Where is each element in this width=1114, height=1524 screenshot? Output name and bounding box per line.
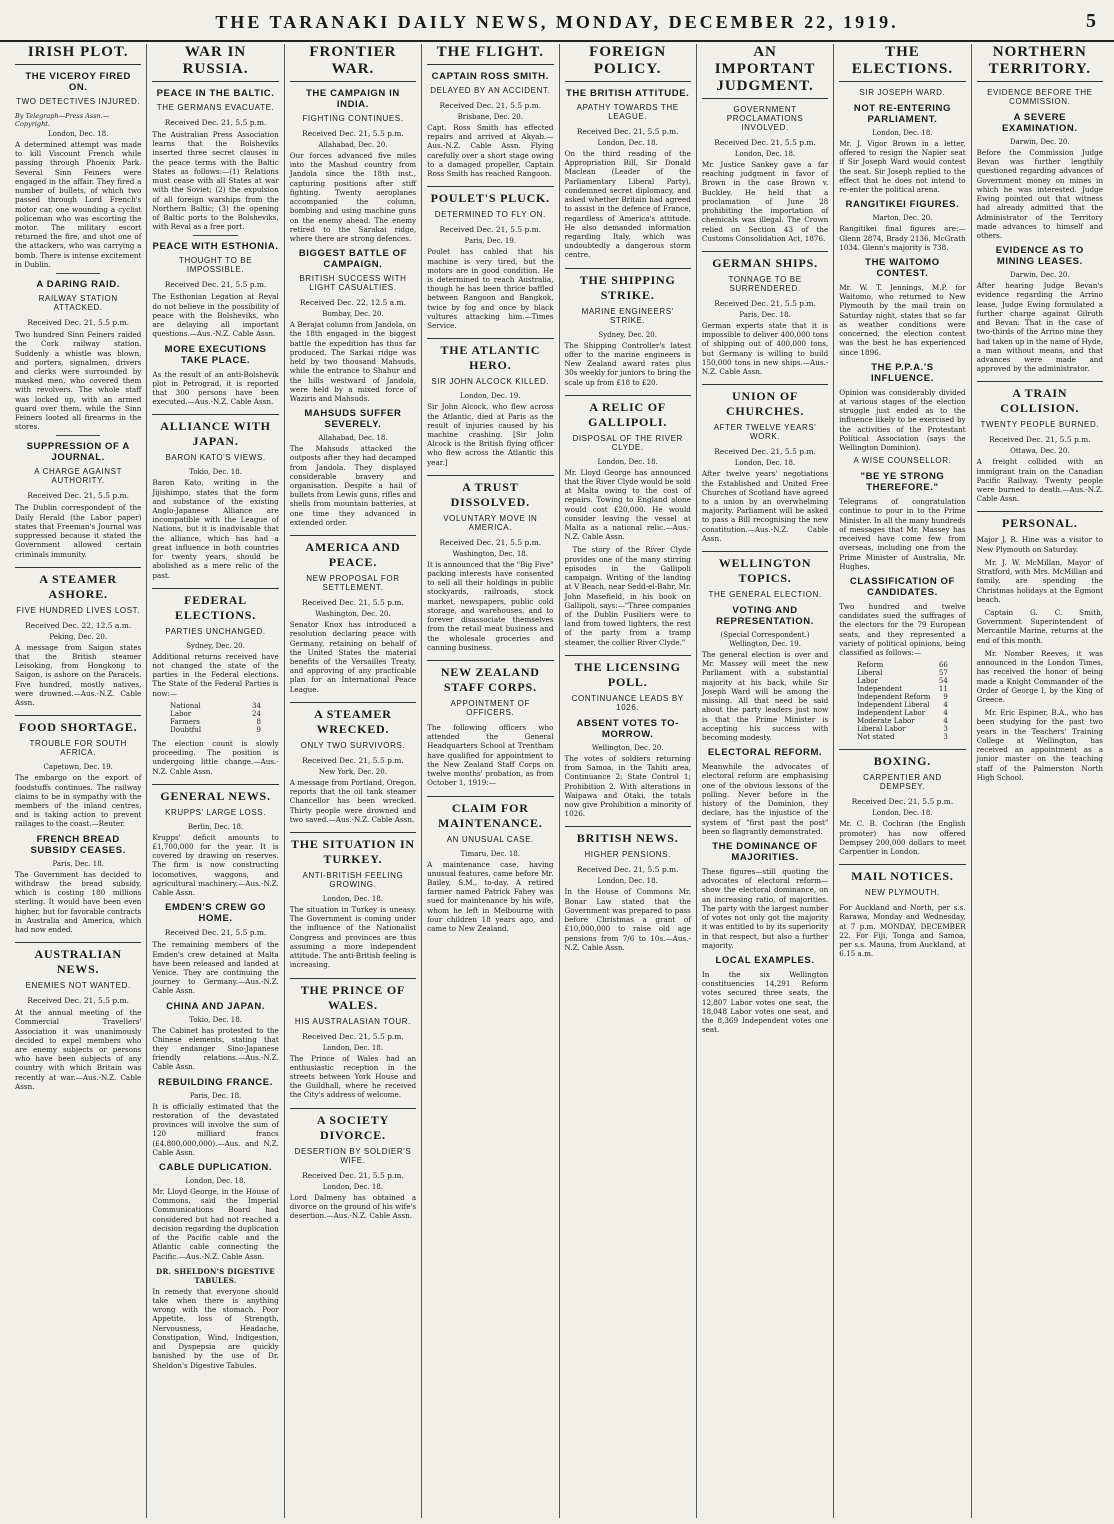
dateline: London, Dec. 18.: [872, 129, 933, 137]
dateline: Tokio, Dec. 18.: [189, 468, 242, 477]
article-body: Major J. R. Hine was a visitor to New Plymouth on Saturday.: [976, 535, 1103, 554]
article-body: Two hundred Sinn Feiners raided the Cork railway station. Suddenly a whistle was blown, and porters, signalmen, drivers and clerks were surrounded by masked men, who covered them with revolvers. The whole staff was locked up, with an armed guard over them, while the Sinn Feiners looted all firearms in the stores.: [15, 330, 142, 432]
party-name: Not stated: [857, 733, 895, 742]
subheadline: BIGGEST BATTLE OF CAMPAIGN.: [298, 248, 408, 271]
article-body: Senator Knox has introduced a resolution declaring peace with Germany, retaining on behalf of the United States the material benefits of the Versailles Treaty, and approving of any practicable plan for an International Peace League.: [289, 620, 417, 694]
subheadline: NOT RE-ENTERING PARLIAMENT.: [853, 103, 951, 125]
subheadline-small: BARON KATO'S VIEWS.: [165, 453, 266, 463]
article-body: The general election is over and Mr. Massey will meet the new Parliament with a substantial majority at his back, while Sir Joseph Ward will be among the missing. All that need be said about the party leaders just now is that the Prime Minister is accepting his success with becoming modesty.: [701, 650, 829, 742]
party-name: Independent: [857, 685, 903, 694]
article-body: Telegrams of congratulation continue to pour in to the Prime Minister. In all the many hundreds of messages that Mr. Massey has received have come few from overseas, including one from the Prime Minister of Australia, Mr. Hughes.: [839, 497, 966, 571]
dateline: London, Dec. 18.: [48, 130, 109, 138]
dateline: Allahabad, Dec. 18.: [318, 434, 388, 443]
table-row: [168, 726, 263, 734]
dateline: London, Dec. 18.: [734, 459, 796, 468]
federal-parties-table: [168, 702, 263, 734]
subheadline: THE CAMPAIGN IN INDIA.: [306, 88, 400, 110]
table-row: [855, 709, 950, 717]
subheadline: THE BRITISH ATTITUDE.: [565, 88, 690, 99]
dateline: London, Dec. 18.: [872, 809, 933, 818]
received-line: Received Dec. 21, 5.5 p.m.: [302, 598, 404, 608]
headline: FOREIGN POLICY.: [565, 44, 691, 82]
dateline: Sydney, Dec. 20.: [186, 641, 245, 650]
article-body: The Prince of Wales had an enthusiastic reception in the streets between York House and the Guildhall, where he received the City's address of welcome.: [289, 1053, 417, 1100]
subheadline-small: THOUGHT TO BE IMPOSSIBLE.: [178, 256, 253, 275]
subheadline-small: CONTINUANCE LEADS BY 1026.: [571, 693, 684, 712]
party-count: 4: [943, 709, 948, 718]
dateline: Ottawa, Dec. 20.: [1010, 447, 1070, 456]
article-body: Mr. Justice Sankey gave a far reaching judgment in favor of Brown in the case Brown v. Buckley. He held that a proclamation of June 28 prohibiting the importation of chemicals was illegal. The Crown relied on Section 43 of the Customs Consolidation Act, 1876.: [701, 160, 829, 243]
received-line: Received Dec. 21, 5.5 p.m.: [164, 280, 267, 290]
subheadline: CLASSIFICATION OF CANDIDATES.: [849, 576, 955, 598]
subheadline: CHINA AND JAPAN.: [166, 1000, 266, 1012]
table-row: [855, 661, 950, 669]
party-name: Liberal Labor: [857, 725, 906, 734]
column-irish-plot: [10, 44, 147, 1518]
subheadline-small: CARPENTIER AND DEMPSEY.: [863, 773, 942, 792]
section-headline: A STEAMER WRECKED.: [290, 702, 416, 737]
headline: THE ELECTIONS.: [839, 44, 965, 82]
subheadline: MAHSUDS SUFFER SEVERELY.: [304, 408, 402, 431]
article-body: The Australian Press Association learns that the Bolsheviks inserted three secret clauses in the peace terms with the Baltic States as follows:—(1) Relations must cease with all States at war with the Soviet; (2) the expulsion of all foreign warships from the Northern Baltic; (3) the opening of Baltic ports to the Bolsheviks, with Reval as a free port.: [152, 130, 279, 232]
received-line: Received Dec. 21, 5.5 p.m.: [302, 1031, 404, 1041]
article-body: For Auckland and North, per s.s. Rarawa, Monday and Wednesday, at 7 p.m. MONDAY, DECEMBER 22. For Fiji, Tonga and Samoa, per s.s. Mauna, from Auckland, at 6.15 a.m.: [839, 903, 966, 959]
dateline: Wellington, Dec. 19.: [729, 640, 801, 649]
received-line: Received Dec. 21, 5.5 p.m.: [302, 129, 404, 138]
received-line: Received Dec. 21, 5.5 p.m.: [164, 928, 267, 938]
dateline: London, Dec. 18.: [322, 1182, 384, 1191]
subheadline: ELECTORAL REFORM.: [707, 747, 823, 759]
column-the-elections: [834, 44, 971, 1518]
subheadline-small: DETERMINED TO FLY ON.: [434, 210, 546, 220]
headline: THE FLIGHT.: [427, 44, 553, 65]
subheadline: CAPTAIN ROSS SMITH.: [431, 71, 549, 82]
table-row: [855, 693, 950, 701]
subheadline: ABSENT VOTES TO-MORROW.: [576, 717, 679, 740]
section-headline: WELLINGTON TOPICS.: [702, 551, 828, 586]
dateline: London, Dec. 18.: [597, 457, 658, 466]
dateline: Marton, Dec. 20.: [872, 214, 933, 223]
subheadline-small: PARTIES UNCHANGED.: [165, 626, 266, 636]
subheadline: PEACE IN THE BALTIC.: [156, 88, 275, 99]
columns: [10, 44, 1108, 1518]
subheadline-small: NEW PLYMOUTH.: [865, 888, 940, 898]
article-body: The remaining members of the Emden's crew detained at Malta have been released and landed at Venice. They are continuing the journey to Germany.—Aus.-N.Z. Cable Assn.: [152, 940, 279, 996]
credit-line: By Telegraph—Press Assn.—Copyright.: [15, 112, 110, 128]
table-row: [168, 702, 263, 710]
article-body: Before the Commission Judge Bevan was further lengthily questioned regarding advances of Government money on mines in which he was interested. Judge Ewing pointed out that witness had already admitted that the Administrator of the Territory made advances to himself and others.: [976, 148, 1103, 240]
article-body: Poulet has cabled that his machine is very tired, but the motors are in good condition. He is determined to reach Australia, though he has been thrice baffled between Rangoon and Bangkok, twice by fog and once by black vultures attacking him.—Times Service.: [427, 247, 554, 331]
dateline: Darwin, Dec. 20.: [1010, 271, 1070, 280]
dateline: London, Dec. 18.: [597, 139, 658, 147]
subheadline: EVIDENCE AS TO MINING LEASES.: [995, 245, 1084, 268]
party-count: 4: [943, 717, 948, 726]
party-name: Reform: [857, 661, 884, 670]
subheadline-small: SIR JOSEPH WARD.: [859, 88, 946, 97]
party-count: 3: [943, 733, 948, 742]
subheadline: CABLE DUPLICATION.: [159, 1162, 273, 1173]
received-line: Received Dec. 21, 5.5 p.m.: [27, 318, 130, 328]
dateline: Washington, Dec. 20.: [315, 610, 391, 619]
subheadline-small: ANTI-BRITISH FEELING GROWING.: [302, 870, 404, 889]
subheadline: LOCAL EXAMPLES.: [715, 954, 815, 966]
subheadline-small: ONLY TWO SURVIVORS.: [300, 740, 406, 750]
dateline: London, Dec. 18.: [322, 1043, 384, 1052]
subheadline-small: FIVE HUNDRED LIVES LOST.: [16, 605, 141, 615]
section-headline: THE SITUATION IN TURKEY.: [290, 832, 416, 867]
correspondent-note: (Special Correspondent.): [720, 631, 810, 640]
article-body: Our forces advanced five miles into the Mashud country from Jandola since the 18th inst., capturing positions after stiff fighting. Twenty aeroplanes accompanied the column, bombing and using machine guns on the enemy ahead. The enemy retired to the Sarakai ridge, where there are strong defences.: [289, 151, 417, 243]
column-northern-territory: [972, 44, 1108, 1518]
received-line: Received Dec. 21, 5.5 p.m.: [302, 1170, 404, 1180]
subheadline: THE VICEROY FIRED ON.: [25, 71, 131, 93]
subheadline-small: THE GERMANS EVACUATE.: [156, 103, 275, 112]
subheadline-small: DESERTION BY SOLDIER'S WIFE.: [294, 1146, 412, 1165]
section-headline: ALLIANCE WITH JAPAN.: [152, 414, 278, 449]
section-headline: GENERAL NEWS.: [152, 784, 278, 804]
article-body: In the House of Commons Mr. Bonar Law stated that the Government was prepared to pass before Christmas a grant of £10,000,000 to raise old age pensions from 7/6 to 10s.—Aus.-N.Z. Cable Assn.: [564, 887, 691, 952]
received-line: Received Dec. 21, 5.5 p.m.: [164, 118, 267, 127]
section-headline: FOOD SHORTAGE.: [15, 715, 141, 735]
article-body: A message from Saigon states that the British steamer Leisoking, from Hongkong to Saigon, is ashore on the Paracels. Five hundred, mostly natives, were drowned.—Aus.-N.Z. Cable Assn.: [15, 642, 142, 708]
article-body: The Esthonian Legation at Reval do not believe in the possibility of peace with the Bolsheviks, who are delaying all important questions.—Aus.-N.Z. Cable Assn.: [152, 292, 279, 339]
dateline: Timaru, Dec. 18.: [460, 849, 520, 858]
article-body: After twelve years' negotiations the Established and United Free Churches of Scotland have agreed to a union by an overwhelming majority. Parliament will be asked to pass a Bill recognising the new constitution.—Aus.-N.Z. Cable Assn.: [701, 469, 829, 543]
party-name: Labor: [857, 677, 878, 686]
section-headline: POULET'S PLUCK.: [427, 186, 553, 206]
dateline: London, Dec. 19.: [460, 392, 521, 401]
article-body: These figures—still quoting the advocates of electoral reform—show the electoral dominance, on an increasing ratio, of majorities. The party with the largest number of votes not only got the majority it was entitled to by its superiority in that respect, but also a further majority.: [701, 866, 829, 950]
article-body: Meanwhile the advocates of electoral reform are emphasising one of the obvious lessons of the polling. Never before in the history of the Dominion, they declare, has the injustice of the system of "first past the post" been so flagrantly demonstrated.: [701, 762, 829, 836]
article-body: In the six Wellington constituencies 14,291 Reform votes secured three seats, the 12,807 Labor votes one seat, the 18,048 Labor votes one seat, and the 8,369 Independent votes one seat.: [701, 969, 829, 1035]
subheadline: THE DOMINANCE OF MAJORITIES.: [712, 840, 818, 863]
advertisement-headline: DR. SHELDON'S DIGESTIVE TABULES.: [156, 1266, 275, 1285]
received-line: Received Dec. 21, 5.5 p.m.: [302, 755, 404, 765]
subheadline-small: APATHY TOWARDS THE LEAGUE.: [576, 103, 679, 121]
article-body: Mr. J. W. McMillan, Mayor of Stratford, with Mrs. McMillan and family, are spending the Christmas holidays at the Egmont beach.: [976, 557, 1103, 604]
table-row: [855, 725, 950, 733]
masthead-title: THE TARANAKI DAILY NEWS, MONDAY, DECEMBER 22, 1919.: [215, 12, 899, 32]
received-line: Received Dec. 21, 5.5 p.m.: [439, 537, 542, 547]
party-count: 3: [943, 725, 948, 734]
dateline: London, Dec. 18.: [597, 877, 658, 886]
dateline: Wellington, Dec. 20.: [591, 743, 664, 752]
subheadline-small: A CHARGE AGAINST AUTHORITY.: [34, 467, 123, 486]
received-line: Received Dec. 21, 5.5 p.m.: [439, 101, 542, 110]
article-body: A freight collided with an immigrant train on the Canadian Pacific Railway. Twenty people were burned to death.—Aus.-N.Z. Cable Assn.: [976, 457, 1103, 504]
table-row: [168, 710, 263, 718]
dateline: Paris, Dec. 19.: [464, 237, 517, 246]
dateline: Paris, Dec. 18.: [189, 1091, 242, 1100]
advertisement-body: In remedy that everyone should take when there is anything wrong with the stomach. Poor Appetite, loss of Strength, Nervousness, Headache, Constipation, Wind, Indigestion, and Dyspepsia are quickly banished by the use of Dr. Sheldon's Digestive Tabules.: [152, 1286, 279, 1370]
party-name: National: [170, 701, 201, 710]
party-seats: 8: [256, 717, 261, 726]
article-body: The story of the River Clyde provides one of the many stirring episodes in the Gallipoli campaign. Writing of the landing at V Beach, near Sedd-el-Bahr, Mr. John Masefield, in his book on Gallipoli, says:—"Three companies of the Dublin Fusiliers were to land from towed lighters, the rest of the party from a tramp steamer, the collier River Clyde.": [564, 545, 691, 647]
party-name: Moderate Labor: [857, 717, 915, 726]
received-line: Received Dec. 21, 5.5 p.m.: [576, 127, 679, 136]
section-headline: A RELIC OF GALLIPOLI.: [565, 395, 691, 430]
column-frontier-war: [285, 44, 422, 1518]
headline: IRISH PLOT.: [15, 44, 141, 65]
divider: [56, 435, 100, 436]
subheadline-small: APPOINTMENT OF OFFICERS.: [450, 699, 530, 717]
section-headline: BOXING.: [839, 749, 965, 769]
section-headline: THE SHIPPING STRIKE.: [565, 268, 691, 303]
article-body: The Cabinet has protested to the Chinese elements, stating that they endanger Sino-Japanese friendly relations.—Aus.-N.Z. Cable Assn.: [152, 1025, 279, 1072]
party-seats: 24: [252, 709, 261, 718]
subheadline: MORE EXECUTIONS TAKE PLACE.: [164, 343, 267, 366]
article-body: German experts state that it is impossible to deliver 400,000 tons of shipping out of 400,000 tons, but Germany is willing to build 150,000 tons in new ships.—Aus.-N.Z. Cable Assn.: [701, 320, 829, 377]
dateline: Bombay, Dec. 20.: [322, 310, 384, 319]
subheadline: A DARING RAID.: [36, 279, 120, 291]
received-line: Received Dec. 22, 12.5 a.m.: [299, 298, 407, 308]
article-body: The following officers who attended the General Headquarters School at Trentham have qualified for appointment to the New Zealand Staff Corps on twelve months' probation, as from October 1, 1919:—: [427, 723, 554, 788]
dateline: London, Dec. 18.: [734, 150, 796, 158]
received-line: Received Dec. 21, 5.5 p.m.: [27, 996, 130, 1006]
received-line: Received Dec. 22, 12.5 a.m.: [25, 620, 132, 630]
section-headline: CLAIM FOR MAINTENANCE.: [427, 796, 553, 831]
party-count: 57: [938, 669, 948, 678]
subheadline-small: KRUPPS' LARGE LOSS.: [165, 807, 267, 817]
section-headline: AUSTRALIAN NEWS.: [15, 942, 141, 977]
section-headline: PERSONAL.: [977, 511, 1103, 531]
subheadline: "BE YE STRONG THEREFORE.": [860, 471, 945, 494]
article-body: Mr. Eric Espiner, B.A., who has been studying for the past two years in the Teachers' Training College at Wellington, has received an appointment as a junior master on the teaching staff of the Palmerston North High School.: [976, 708, 1103, 782]
article-body: The Government has decided to withdraw the bread subsidy, which is costing 180 millions sterling. It would have been even higher, but for favorable contracts in Australia and America, which had now ended.: [15, 869, 142, 934]
section-headline: UNION OF CHURCHES.: [702, 384, 828, 419]
party-seats: 9: [256, 725, 261, 734]
received-line: Received Dec. 21, 5.5 p.m.: [988, 435, 1091, 445]
section-headline: A STEAMER ASHORE.: [15, 567, 141, 602]
received-line: Received Dec. 21, 5.5 p.m.: [439, 225, 542, 235]
section-headline: THE ATLANTIC HERO.: [427, 338, 553, 373]
subheadline: FRENCH BREAD SUBSIDY CEASES.: [30, 833, 126, 856]
subheadline-small: TROUBLE FOR SOUTH AFRICA.: [29, 739, 127, 758]
article-body: The Dublin correspondent of the Daily Herald (the Labor paper) states that Freeman's Journal was suppressed because it stated the Government allowed certain criminals immunity.: [15, 503, 142, 559]
subheadline-small: TONNAGE TO BE SURRENDERED.: [728, 274, 802, 293]
article-body: Two hundred and twelve candidates sued the suffrages of the electors for the 79 European seats, and they represented a variety of political opinions, being classified as follows:—: [839, 602, 966, 658]
article-body: It is announced that the "Big Five" packing interests have consented to sell all their holdings in public stockyards, railroads, stock market, newspapers, public cold storage, and warehouses, and to forever disassociate themselves from the retail meat business and the wholesale groceries and canning business.: [427, 559, 554, 652]
article-body: A determined attempt was made to kill Viscount French while passing through Phoenix Park. Several Sinn Feiners were engaged in the affair. They fired a number of bullets, of which two passed through Lord French's motor car, one wounding a cyclist policeman who was escorting the motor. The military escort returned the fire, and shot one of the attackers, who was carrying a bomb. There is intense excitement in Dublin.: [15, 140, 142, 269]
table-row: [855, 677, 950, 685]
subheadline: SUPPRESSION OF A JOURNAL.: [26, 441, 130, 464]
party-count: 4: [943, 701, 948, 710]
section-headline: A TRUST DISSOLVED.: [427, 475, 553, 510]
headline: AN IMPORTANT JUDGMENT.: [702, 44, 828, 99]
divider: [193, 235, 237, 236]
dateline: Peking, Dec. 20.: [49, 632, 108, 641]
headline: FRONTIER WAR.: [290, 44, 416, 82]
article-body: The Mahsuds attacked the outposts after they had decamped from Jandola. They displayed considerable bravery and organisation. Despite a hail of bullets from Lewis guns, rifles and shells from mountain batteries, at one time they advanced in extended order.: [289, 444, 417, 527]
article-body: After hearing Judge Bevan's evidence regarding the Arrino lease, Judge Ewing formulated a further charge against Gilruth and Bevan: That in the case of two-thirds of the Arrino mine they had taken up in the name of Hyde, a man without means, and that advances were made and approved by the administrator.: [976, 281, 1103, 374]
subheadline: PEACE WITH ESTHONIA.: [152, 241, 279, 253]
article-body: The votes of soldiers returning from Samoa, in the Tahiti area, Continuance 2; State Control 1; Prohibition 2. With alterations in Waipawa and Otaki, the totals now give Prohibition a minority of 1026.: [564, 753, 691, 819]
section-headline: FEDERAL ELECTIONS.: [152, 588, 278, 623]
received-line: Received Dec. 21, 5.5 p.m.: [27, 491, 130, 501]
section-headline: THE PRINCE OF WALES.: [290, 978, 416, 1013]
article-body: Mr. Lloyd George has announced that the River Clyde would be sold at Malta owing to the cost of repairs. Towing to England alone would cost £20,000. He would consider leaving the vessel at Malta as a national relic.—Aus.-N.Z. Cable Assn.: [564, 467, 691, 542]
subheadline-small: GOVERNMENT PROCLAMATIONS INVOLVED.: [726, 105, 804, 132]
subheadline-small: AFTER TWELVE YEARS' WORK.: [713, 423, 817, 442]
subheadline: REBUILDING FRANCE.: [158, 1076, 273, 1088]
article-body: A Berajat column from Jandola, on the 18th engaged in the biggest battle the expedition has thus far produced. The Sarkai ridge was held by two thousand Mahsuds, while the entrance to Shahur and the hills westward of Jandola, were held by a mixed force of Waziris and Mahsuds.: [289, 320, 417, 403]
subheadline-small: A WISE COUNSELLOR.: [853, 456, 952, 466]
divider: [56, 273, 100, 274]
table-row: [855, 701, 950, 709]
party-count: 66: [938, 661, 948, 670]
subheadline: A SEVERE EXAMINATION.: [1001, 112, 1078, 134]
column-important-judgment: [697, 44, 834, 1518]
dateline: New York, Dec. 20.: [318, 767, 387, 776]
article-body: Mr. W. T. Jennings, M.P. for Waitomo, who returned to New Plymouth by the mail train on Saturday night, states that so far as weather conditions were concerned, the election contest was the best he has experienced since 1896.: [839, 282, 966, 357]
subheadline-small: FIGHTING CONTINUES.: [302, 114, 404, 123]
column-the-flight: [422, 44, 559, 1518]
table-row: [855, 717, 950, 725]
table-row: [168, 718, 263, 726]
section-headline: THE LICENSING POLL.: [565, 655, 691, 690]
party-name: Doubtful: [170, 725, 202, 734]
party-name: Labor: [170, 709, 192, 718]
article-body: The Shipping Controller's latest offer to the marine engineers is New Zealand award rates plus 30s weekly for juniors to bring the scale up from £18 to £20.: [564, 340, 691, 387]
subheadline: THE P.P.A.'S INFLUENCE.: [870, 361, 934, 384]
subheadline-small: EVIDENCE BEFORE THE COMMISSION.: [987, 88, 1093, 106]
subheadline: THE WAITOMO CONTEST.: [865, 256, 940, 279]
party-name: Independent Reform: [857, 693, 931, 702]
party-name: Farmers: [170, 717, 200, 726]
page-number: 5: [1086, 10, 1096, 32]
dateline: Berlin, Dec. 18.: [187, 822, 244, 831]
article-body: Mr. J. Vigor Brown in a letter, offered to resign the Napier seat if Sir Joseph Ward would contest the seat. Sir Joseph replied to the effect that he does not intend to re-enter the political arena.: [839, 139, 966, 195]
table-row: [855, 669, 950, 677]
masthead: [0, 0, 1114, 42]
party-seats: 34: [252, 701, 261, 710]
dateline: London, Dec. 18.: [322, 894, 384, 903]
article-body: At the annual meeting of the Commercial Travellers' Association it was unanimously decided to expel members who are enemy subjects or persons who have been subjects of any country with which Britain was recently at war.—Aus.-N.Z. Cable Assn.: [15, 1008, 142, 1091]
dateline: Brisbane, Dec. 20.: [457, 113, 523, 121]
section-headline: BRITISH NEWS.: [565, 826, 691, 846]
subheadline: VOTING AND REPRESENTATION.: [716, 605, 814, 628]
article-body: On the third reading of the Appropriation Bill, Sir Donald Maclean (Leader of the Parliamentary Liberal Party), condemned secret diplomacy, and asked whether Britain had agreed to assist in the defence of France, regardless of America's attitude. He also demanded information regarding Italy, which was undoubtedly a dangerous storm centre.: [564, 149, 691, 260]
dateline: Allahabad, Dec. 20.: [318, 141, 388, 149]
party-count: 11: [938, 685, 948, 694]
dateline: Darwin, Dec. 20.: [1010, 138, 1070, 146]
subheadline-small: SIR JOHN ALCOCK KILLED.: [431, 377, 550, 387]
subheadline-small: TWO DETECTIVES INJURED.: [16, 97, 141, 106]
subheadline-small: BRITISH SUCCESS WITH LIGHT CASUALTIES.: [299, 274, 407, 293]
section-headline: A SOCIETY DIVORCE.: [290, 1108, 416, 1143]
dateline: Washington, Dec. 18.: [452, 549, 528, 558]
article-body: Mr. Lloyd George, in the House of Commons, said the Imperial Communications Board had considered but had not reached a decision regarding the duplication of the Pacific cable and the Atlantic cable connecting the Pacific.—Aus.-N.Z. Cable Assn.: [152, 1187, 279, 1261]
article-body: Sir John Alcock, who flew across the Atlantic, died at Paris as the result of injuries caused by his machine crashing. [Sir John Alcock is the British flying officer who flew across the Atlantic this year.]: [427, 402, 554, 467]
subheadline-small: HIGHER PENSIONS.: [584, 850, 671, 860]
subheadline-small: RAILWAY STATION ATTACKED.: [38, 294, 118, 313]
subheadline-small: VOLUNTARY MOVE IN AMERICA.: [443, 513, 538, 532]
dateline: Paris, Dec. 18.: [52, 859, 104, 868]
article-body: The election count is slowly proceeding. The position is undergoing little change.—Aus.-N.Z. Cable Assn.: [152, 738, 279, 776]
party-name: Independent Liberal: [857, 701, 930, 710]
article-body: As the result of an anti-Bolshevik plot in Petrograd, it is reported that 300 persons have been executed.—Aus.-N.Z. Cable Assn.: [152, 369, 279, 407]
article-body: Additional returns received have not changed the state of the parties in the Federal elections. The State of the Federal Parties is now:—: [152, 651, 279, 698]
article-body: Captain G. C. Smith, Government Superintendent of Mercantile Marine, returns at the end of this month.: [976, 608, 1103, 645]
received-line: Received Dec. 21, 5.5 p.m.: [714, 298, 816, 308]
section-headline: A TRAIN COLLISION.: [977, 381, 1103, 416]
article-body: Krupps' deficit amounts to £1,700,000 for the year. It is covered by drawing on reserves. The firm is now constructing locomotives, waggons, and agricultural machinery.—Aus.-N.Z. Cable Assn.: [152, 832, 279, 898]
article-body: Baron Kato, writing in the Jijishimpo, states that the form and substance of the existing Anglo-Japanese Alliance are incompatible with the League of Nations, but it is inadvisable that the alliance, which has had a great influence in both countries for twenty years, should be abolished as a mere relic of the past.: [152, 478, 279, 580]
article-body: Lord Dalmeny has obtained a divorce on the ground of his wife's desertion.—Aus.-N.Z. Cable Assn.: [289, 1192, 417, 1221]
headline: WAR IN RUSSIA.: [152, 44, 278, 82]
section-headline: GERMAN SHIPS.: [702, 251, 828, 271]
dateline: Sydney, Dec. 20.: [598, 330, 657, 339]
party-name: Liberal: [857, 669, 883, 678]
article-body: The embargo on the export of foodstuffs continues. The railway claims to be in sympathy with the members of the inland centres, and is taking action to prevent railages to the coast.—Reuter.: [15, 773, 142, 829]
subheadline-small: AN UNUSUAL CASE.: [446, 834, 534, 844]
subheadline-small: HIS AUSTRALASIAN TOUR.: [294, 1016, 411, 1026]
article-body: The situation in Turkey is uneasy. The Government is coming under the influence of the Nationalist Congress and provinces are thus assuming a more independent attitude. The anti-British feeling is increasing.: [289, 904, 417, 970]
subheadline: RANGITIKEI FIGURES.: [845, 199, 960, 211]
party-count: 9: [943, 693, 948, 702]
subheadline-small: MARINE ENGINEERS' STRIKE.: [581, 306, 674, 325]
article-body: It is officially estimated that the restoration of the devastated provinces will involve the sum of 120 milliard francs (£4,800,000,000).—Aus. and N.Z. Cable Assn.: [152, 1101, 279, 1157]
subheadline: EMDEN'S CREW GO HOME.: [165, 902, 267, 925]
subheadline-small: TWENTY PEOPLE BURNED.: [980, 420, 1100, 430]
subheadline-small: THE GENERAL ELECTION.: [708, 590, 822, 600]
received-line: Received Dec. 21, 5.5 p.m.: [851, 797, 954, 807]
subheadline-small: DISPOSAL OF THE RIVER CLYDE.: [572, 433, 683, 452]
article-body: A maintenance case, having unusual features, came before Mr. Bailey, S.M., to-day. A retired farmer named Patrick Fahey was sued for maintenance by his wife, whom he left in Melbourne with four children 18 years ago, and came to New Zealand.: [427, 859, 554, 934]
headline: NORTHERN TERRITORY.: [977, 44, 1103, 82]
subheadline-small: NEW PROPOSAL FOR SETTLEMENT.: [306, 574, 400, 593]
party-count: 54: [938, 677, 948, 686]
dateline: Capetown, Dec. 19.: [43, 763, 113, 772]
section-headline: AMERICA AND PEACE.: [290, 535, 416, 570]
column-foreign-policy: [560, 44, 697, 1518]
dateline: Paris, Dec. 18.: [739, 310, 791, 319]
subheadline-small: ENEMIES NOT WANTED.: [25, 981, 131, 991]
received-line: Received Dec. 21, 5.5 p.m.: [576, 865, 679, 875]
article-body: Capt. Ross Smith has effected repairs and arrived at Akyab.—Aus.-N.Z. Cable Assn. Flying carefully over a short stage owing to a damaged propeller, Captain Ross Smith has reached Rangoon.: [427, 123, 554, 179]
received-line: Received Dec. 21, 5.5 p.m.: [714, 138, 816, 147]
article-body: Mr. C. B. Cochran (the English promoter) has now offered Dempsey 200,000 dollars to meet Carpentier in London.: [839, 819, 966, 856]
article-body: Mr. Nomber Reeves, it was announced in the London Times, has received the honor of being made a Knight Commander of the Order of George I, by the King of Greece.: [976, 648, 1103, 704]
candidates-table: [855, 661, 950, 741]
subheadline-small: DELAYED BY AN ACCIDENT.: [430, 86, 551, 95]
section-headline: MAIL NOTICES.: [839, 864, 965, 884]
article-body: Rangitikei final figures are:—Glenn 2874, Brady 2136, McGrath 1034. Glenn's majority is 738.: [839, 224, 966, 252]
table-row: [855, 685, 950, 693]
article-body: A message from Portland, Oregon, reports that the oil tank steamer Chancellor has been wrecked. Thirty people were drowned and two saved.—Aus.-N.Z. Cable Assn.: [289, 777, 417, 824]
dateline: Tokio, Dec. 18.: [189, 1015, 242, 1024]
table-row: [855, 733, 950, 741]
column-war-in-russia: [147, 44, 284, 1518]
section-headline: NEW ZEALAND STAFF CORPS.: [427, 660, 553, 695]
party-name: Independent Labor: [857, 709, 926, 718]
received-line: Received Dec. 21, 5.5 p.m.: [714, 447, 816, 457]
dateline: London, Dec. 18.: [185, 1177, 246, 1185]
article-body: Opinion was considerably divided at various stages of the election struggle just ended as to the influence likely to be exercised by the activities of the Protestant Political Association (says the Wellington Dominion).: [839, 387, 966, 453]
